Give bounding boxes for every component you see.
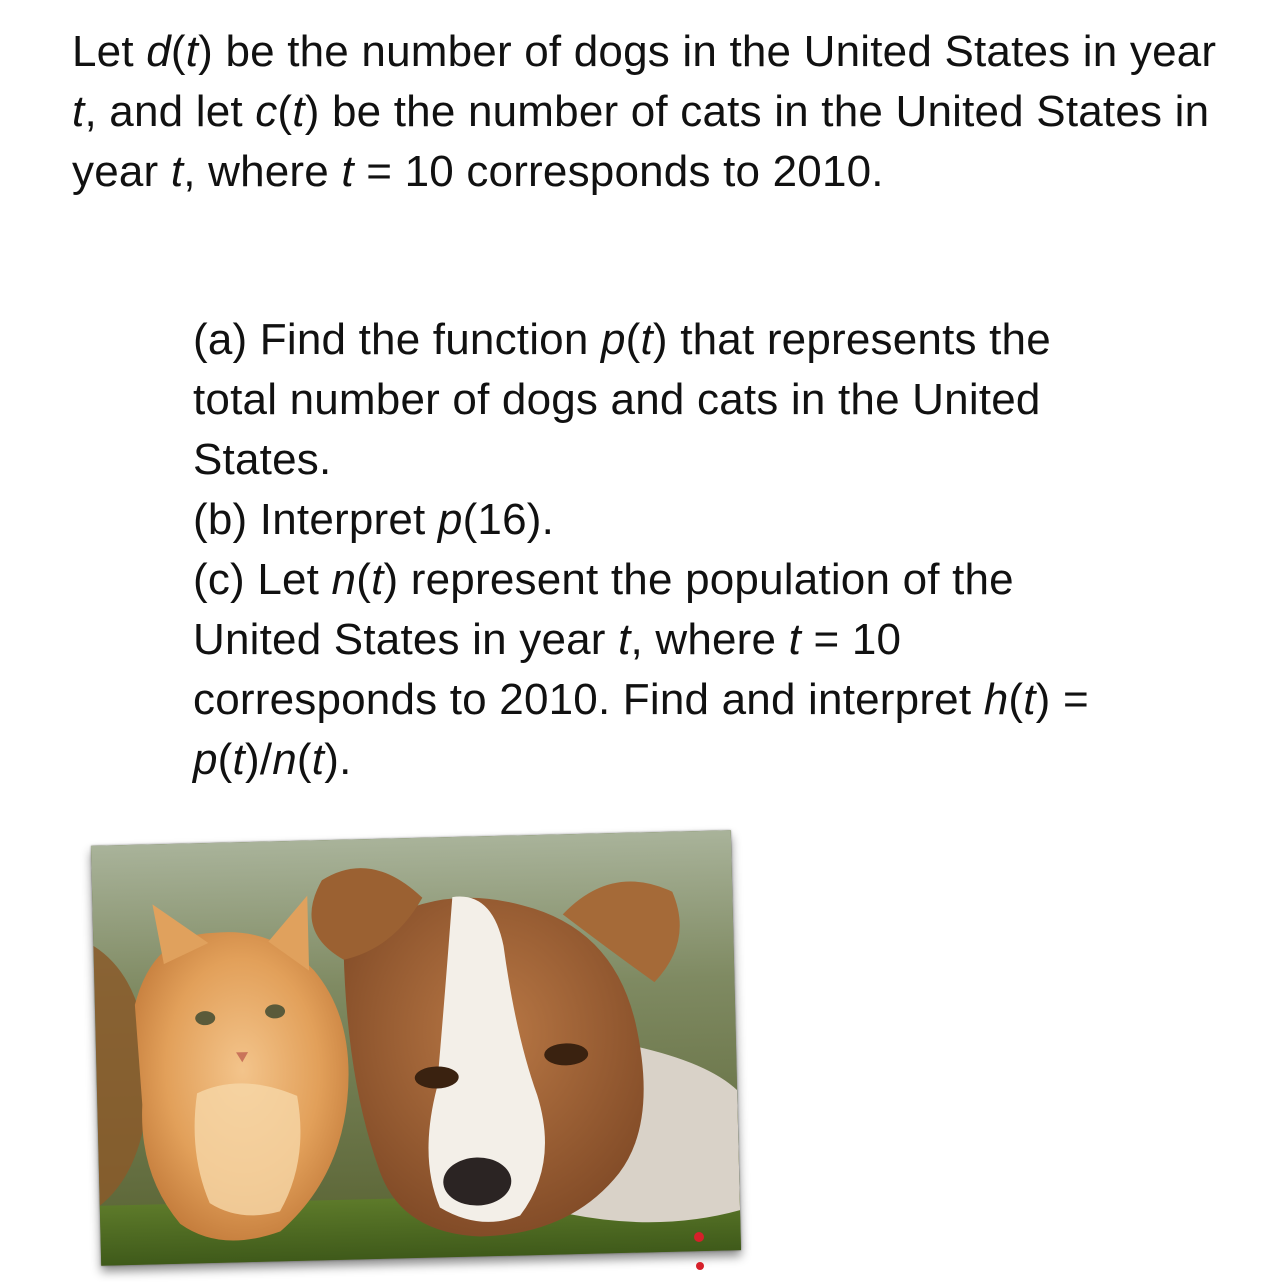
kitten-and-dog-photo [91, 830, 741, 1266]
accent-dot-1 [694, 1232, 704, 1242]
problem-intro-text: Let d(t) be the number of dogs in the United States in year t, and let c(t) be the number of cats in the United States in year t, where t = 10 corresponds to 2010. [72, 27, 1217, 196]
kitten-chest [193, 1082, 302, 1217]
problem-intro [72, 22, 1242, 202]
part-c: (c) Let n(t) represent the population of the United States in year t, where t = 10 corresponds to 2010. Find and interpret h(t) = p(t)/n(t). [193, 555, 1089, 784]
photo-illustration [91, 830, 741, 1266]
part-b: (b) Interpret p(16). [193, 495, 555, 544]
part-a: (a) Find the function p(t) that represents the total number of dogs and cats in the United States. [193, 315, 1051, 484]
accent-dot-2 [696, 1262, 704, 1270]
problem-parts [193, 310, 1113, 790]
